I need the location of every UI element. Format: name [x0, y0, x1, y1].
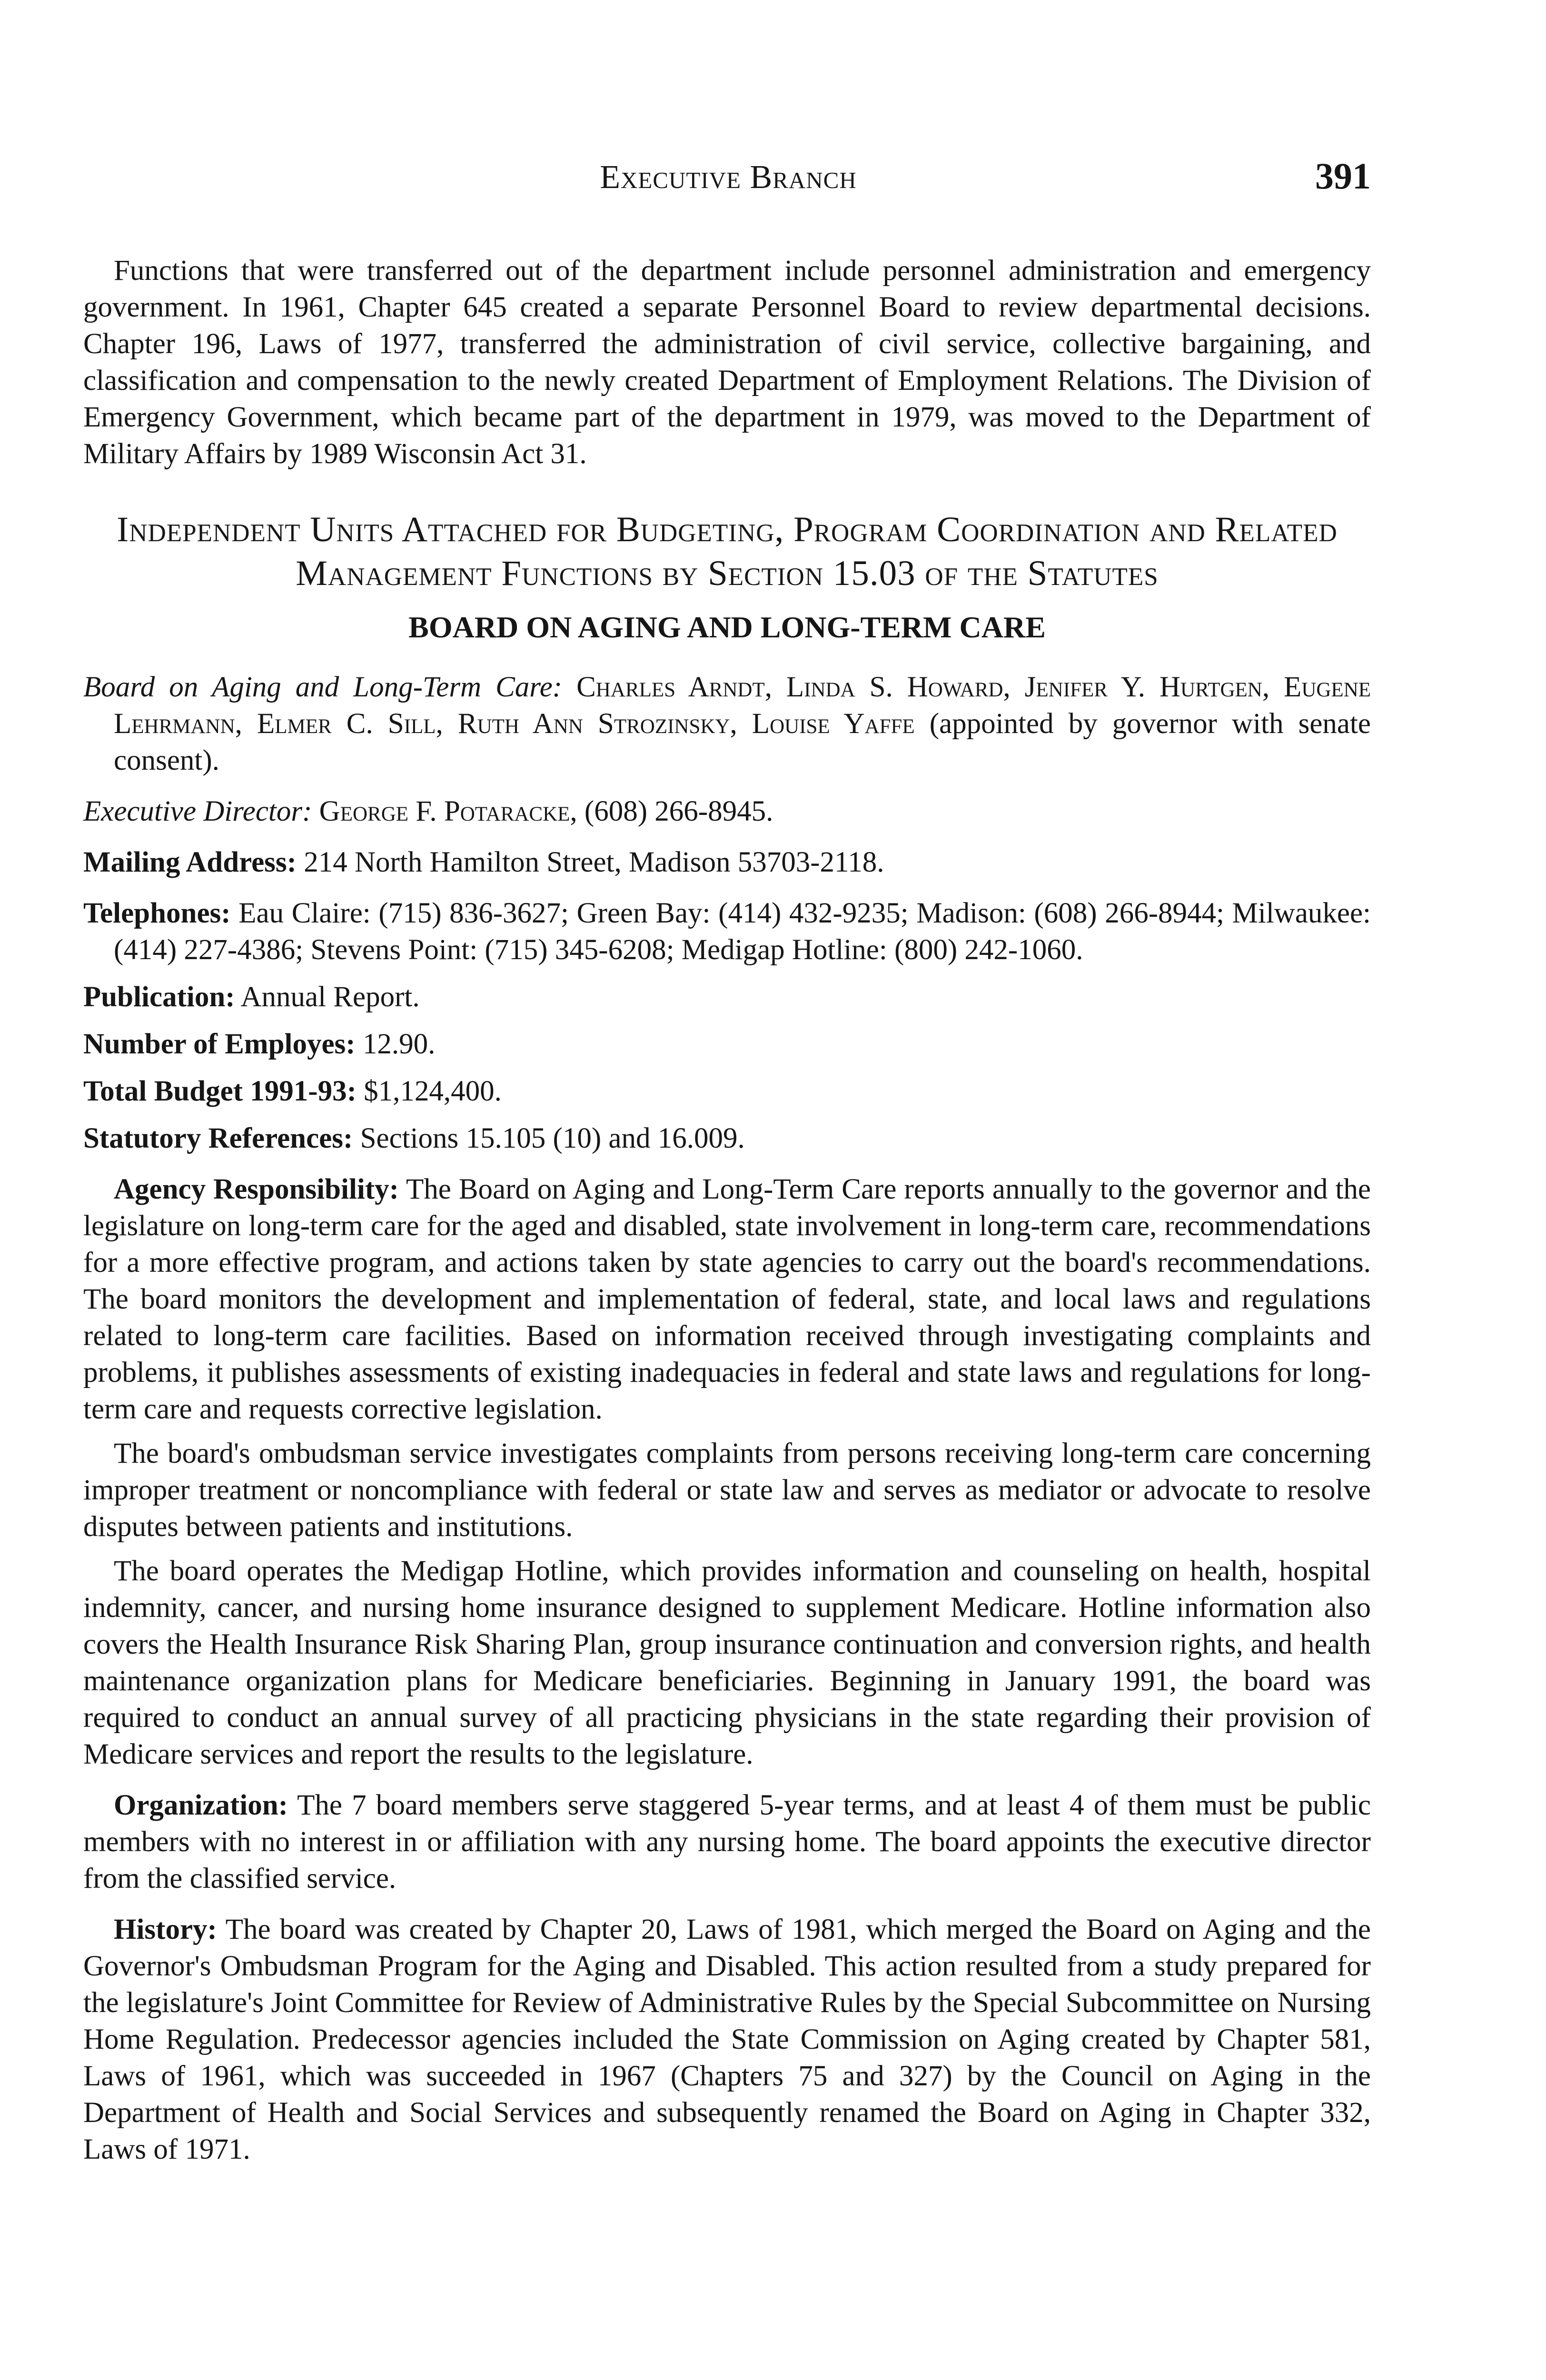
section-title: Independent Units Attached for Budgeting, Program Coordination and Related Management Functions by Section 15.03 of the Statutes	[117, 510, 1338, 593]
board-members-entry	[83, 669, 1371, 779]
fact-label: Statutory References:	[83, 1122, 353, 1154]
fact-value: 12.90.	[362, 1028, 436, 1060]
board-members: Charles Arndt, Linda S. Howard, Jenifer Y. Hurtgen, Eugene Lehrmann, Elmer C. Sill, Ruth Ann Strozinsky, Louise Yaffe	[114, 671, 1371, 740]
fact-label: Publication:	[83, 981, 235, 1013]
mailing-address-entry	[83, 844, 1371, 881]
executive-director-name: George F. Potaracke	[319, 795, 570, 827]
budget-entry	[83, 1073, 1371, 1110]
page-number: 391	[1315, 155, 1371, 197]
history-text: The board was created by Chapter 20, Laws of 1981, which merged the Board on Aging and the Governor's Ombudsman Program for the Aging and Disabled. This action resulted from a study prepared for the legislature's Joint Committee for Review of Administrative Rules by the Special Subcommittee on Nursing Home Regulation. Predecessor agencies included the State Commission on Aging created by Chapter 581, Laws of 1961, which was succeeded in 1967 (Chapters 75 and 327) by the Council on Aging in the Department of Health and Social Services and subsequently renamed the Board on Aging in Chapter 332, Laws of 1971.	[83, 1914, 1371, 2165]
board-label: Board on Aging and Long-Term Care:	[83, 671, 563, 703]
fact-label: Telephones:	[83, 897, 231, 929]
fact-label: Total Budget 1991-93:	[83, 1075, 357, 1107]
page-body	[83, 252, 1371, 2168]
statutory-references-entry	[83, 1120, 1371, 1157]
history-paragraph	[83, 1911, 1371, 2168]
agency-responsibility-label: Agency Responsibility:	[114, 1173, 399, 1205]
fact-value: Annual Report.	[240, 981, 420, 1013]
employes-entry	[83, 1026, 1371, 1062]
history-label: History:	[114, 1914, 217, 1945]
medigap-paragraph: The board operates the Medigap Hotline, which provides information and counseling on health, hospital indemnity, cancer, and nursing home insurance designed to supplement Medicare. Hotline information also covers the Health Insurance Risk Sharing Plan, group insurance continuation and conversion rights, and health maintenance organization plans for Medicare beneficiaries. Beginning in January 1991, the board was required to conduct an annual survey of all practicing physicians in the state regarding their provision of Medicare services and report the results to the legislature.	[83, 1555, 1371, 1770]
running-head: Executive Branch	[600, 159, 857, 196]
page-header	[86, 155, 1371, 207]
board-title: BOARD ON AGING AND LONG-TERM CARE	[408, 610, 1046, 644]
organization-label: Organization:	[114, 1789, 288, 1821]
agency-responsibility-paragraph	[83, 1171, 1371, 1428]
intro-paragraph: Functions that were transferred out of the department include personnel administration and emergency government. In 1961, Chapter 645 created a separate Personnel Board to review departmental decisions. Chapter 196, Laws of 1977, transferred the administration of civil service, collective bargaining, and classification and compensation to the newly created Department of Employment Relations. The Division of Emergency Government, which became part of the department in 1979, was moved to the Department of Military Affairs by 1989 Wisconsin Act 31.	[83, 255, 1371, 470]
fact-label: Number of Employes:	[83, 1028, 356, 1060]
fact-value: $1,124,400.	[364, 1075, 502, 1107]
board-note: (appointed by governor with senate consent).	[114, 708, 1371, 776]
fact-value: Sections 15.105 (10) and 16.009.	[360, 1122, 745, 1154]
organization-text: The 7 board members serve staggered 5-year terms, and at least 4 of them must be public members with no interest in or affiliation with any nursing home. The board appoints the executive director from the classified service.	[83, 1789, 1371, 1894]
agency-responsibility-text: The Board on Aging and Long-Term Care reports annually to the governor and the legislature on long-term care for the aged and disabled, state involvement in long-term care, recommendations for a more effective program, and actions taken by state agencies to carry out the board's recommendations. The board monitors the development and implementation of federal, state, and local laws and regulations related to long-term care facilities. Based on information received through investigating complaints and problems, it publishes assessments of existing inadequacies in federal and state laws and regulations for long-term care and requests corrective legislation.	[83, 1173, 1371, 1425]
fact-value: Eau Claire: (715) 836-3627; Green Bay: (414) 432-9235; Madison: (608) 266-8944; Milwaukee: (414) 227-4386; Stevens Point: (715) 345-6208; Medigap Hotline: (800) 242-1060.	[114, 897, 1371, 966]
publication-entry	[83, 979, 1371, 1015]
fact-label: Mailing Address:	[83, 846, 297, 878]
executive-director-label: Executive Director:	[83, 795, 312, 827]
fact-value: 214 North Hamilton Street, Madison 53703-2118.	[304, 846, 884, 878]
telephones-entry	[83, 895, 1371, 968]
executive-director-phone: , (608) 266-8945.	[570, 795, 773, 827]
executive-director-entry	[83, 793, 1371, 830]
organization-paragraph	[83, 1787, 1371, 1897]
ombudsman-paragraph: The board's ombudsman service investigates complaints from persons receiving long-term care concerning improper treatment or noncompliance with federal or state law and serves as mediator or advocate to resolve disputes between patients and institutions.	[83, 1438, 1371, 1543]
